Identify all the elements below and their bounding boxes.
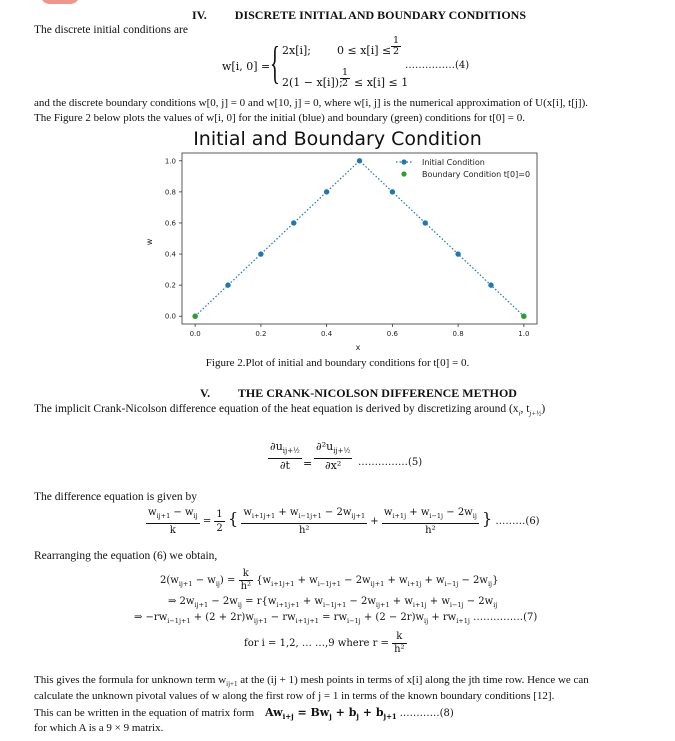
x-tick-label: 0.2 xyxy=(255,330,267,338)
legend-boundary-marker xyxy=(401,171,406,176)
figure-caption: Figure 2.Plot of initial and boundary conditions for t[0] = 0. xyxy=(205,357,470,369)
eq6-term1: $\frac{w_{i+1j+1} + w_{i-1j+1} - 2w_{ij+1}}{\text{h²}}$ xyxy=(243,507,366,536)
initial-condition-point xyxy=(423,220,428,225)
initial-condition-point xyxy=(390,189,395,194)
section-4-title: DISCRETE INITIAL AND BOUNDARY CONDITIONS xyxy=(234,8,526,22)
eq6-term2: $\frac{w_{i+1j} + w_{i-1j} - 2w_{ij}}{\text{h²}}$ xyxy=(383,507,477,536)
initial-condition-point xyxy=(488,282,493,287)
header-decoration xyxy=(40,0,80,4)
y-tick-label: 0.6 xyxy=(164,219,176,228)
eq7-for xyxy=(244,631,407,656)
legend-boundary-label: Boundary Condition t[0]=0 xyxy=(422,170,531,179)
y-tick-label: 0.4 xyxy=(164,250,176,259)
eq5-lhs: $\partial u_{ij+\frac{1}{2}}$ ∂t xyxy=(270,440,300,473)
section-4-number: IV. xyxy=(192,8,207,22)
eq7-tag: ……………(7) xyxy=(473,612,538,623)
eq5-tag: ……………(5) xyxy=(358,457,423,468)
eq7-line3: ⇒ $-rw_{i-1j+1} + (2 + 2r)w_{ij+1} - rw_{i+1j+1} = rw_{i-1j} + (2 - 2r)w_{ij} + rw_{i+1j}$ ……………(7) xyxy=(134,612,538,625)
eq4-half-2 xyxy=(340,68,350,89)
section-5-number: V. xyxy=(200,386,211,400)
crank-nicolson-intro: The implicit Crank-Nicolson difference equation of the heat equation is derived by discretizing around ($x_i$, $t_{j+\frac{1}{2}}$) xyxy=(34,403,546,418)
initial-condition-point xyxy=(357,158,362,163)
cn-intro-tail: ) xyxy=(541,403,546,415)
paragraph-unknown-term: This gives the formula for unknown term $w_{ij+1}$ at the (ij + 1) mesh points in terms of x[i] along the jth time row. Hence we can xyxy=(34,674,589,689)
eq8-tag: …………(8) xyxy=(399,708,454,719)
x-tick-label: 0.8 xyxy=(452,330,464,338)
x-axis-label: x xyxy=(355,343,361,352)
eq6-h2-b: h² xyxy=(425,525,436,536)
eq7-line1: $2(w_{ij+1} - w_{ij})$ = $\frac{k}{\text{h²}}$ $\{w_{i+1j+1} + w_{i-1j+1} - 2w_{ij+1} + w_{i+1j} + w_{i-1j} - 2w_{ij}\}$ xyxy=(160,568,499,592)
eq4-tag: ……………(4) xyxy=(405,60,470,71)
eq4-half-1 xyxy=(391,36,401,57)
eq6-tag: ………(6) xyxy=(495,516,540,527)
legend-initial-label: Initial Condition xyxy=(422,158,485,167)
eq6-lhs-frac: $\frac{w_{ij+1} - w_{ij}}{k}$ xyxy=(148,507,198,536)
y-tick-label: 0.2 xyxy=(164,281,176,290)
eq4-case2-cond: ≤ x[i] ≤ 1 xyxy=(354,76,409,89)
half-num: 1 xyxy=(393,35,400,46)
eq6-half-num: 1 xyxy=(216,509,223,520)
paragraph-matrix-size: for which A is a 9 × 9 matrix. xyxy=(34,722,164,734)
initial-conditions-intro: The discrete initial conditions are xyxy=(34,24,188,36)
half-den: 2 xyxy=(342,78,349,89)
para3-b: at the (ij + 1) mesh points in terms of x[i] along the jth time row. Hence we can xyxy=(237,674,589,686)
x-tick-label: 1.0 xyxy=(518,330,530,338)
eq6-half-den: 2 xyxy=(216,523,223,534)
para5-text: This can be written in the equation of matrix form xyxy=(34,707,255,719)
eq4-brace: { xyxy=(270,37,280,88)
initial-condition-point xyxy=(291,220,296,225)
eq4-lhs: w[i, 0] = xyxy=(222,60,271,73)
eq6-half xyxy=(214,508,224,535)
x-tick-label: 0.6 xyxy=(386,330,398,338)
cn-intro-text: The implicit Crank-Nicolson difference equation of the heat equation is derived by discretizing around (x xyxy=(34,403,519,415)
eq7-for-text: for i = 1,2, … …,9 where r = xyxy=(244,638,389,649)
section-4-heading xyxy=(192,8,526,23)
y-tick-label: 0.0 xyxy=(164,312,176,321)
x-tick-label: 0.0 xyxy=(189,330,201,338)
eq6: $\frac{w_{ij+1} - w_{ij}}{k}$ = $\frac{1}{2}$ { $\frac{w_{i+1j+1} + w_{i-1j+1} - 2w_{ij+1}}{\text{h²}}$ + $\frac{w_{i+1j} + w_{i-1j} - 2w_{ij}}{\text{h²}}$ } ………(6) xyxy=(148,507,540,536)
half-num: 1 xyxy=(342,67,349,78)
boundary-paragraph: and the discrete boundary conditions w[0, j] = 0 and w[10, j] = 0, where w[i, j] is the numerical approximation of U(x[i], t[j]). xyxy=(34,97,589,109)
chart-plot xyxy=(140,150,560,355)
eq5-rhs: $\partial^2u_{ij+\frac{1}{2}}$ ∂x² xyxy=(316,440,351,473)
eq6-h2-a: h² xyxy=(298,525,310,536)
figure-reference-paragraph: The Figure 2 below plots the values of w[i, 0] for the initial (blue) and boundary (green) conditions for t[0] = 0. xyxy=(34,112,525,124)
half-den: 2 xyxy=(393,46,400,57)
paragraph-pivotal: calculate the unknown pivotal values of w along the first row of j = 1 in terms of the known boundary conditions [12]. xyxy=(34,690,555,702)
section-5-title: THE CRANK-NICOLSON DIFFERENCE METHOD xyxy=(237,386,517,400)
boundary-condition-point xyxy=(521,314,526,319)
para3-a: This gives the formula for unknown term w xyxy=(34,674,227,686)
eq7-line2: ⇒ $2w_{ij+1} - 2w_{ij} = r\{w_{i+1j+1} + w_{i-1j+1} - 2w_{ij+1} + w_{i+1j} + w_{i-1j} - 2w_{ij}$ xyxy=(168,596,498,609)
y-tick-label: 1.0 xyxy=(164,157,176,166)
eq5-equals: = xyxy=(303,457,313,470)
eq4-case1-cond: 0 ≤ x[i] ≤ xyxy=(337,44,392,57)
y-axis-label: w xyxy=(145,238,154,246)
chart-title: Initial and Boundary Condition xyxy=(193,128,482,150)
section-5-heading xyxy=(200,386,517,401)
x-tick-label: 0.4 xyxy=(321,330,333,338)
initial-condition-point xyxy=(324,189,329,194)
initial-condition-point xyxy=(258,251,263,256)
eq4-case1: 2x[i]; xyxy=(282,44,312,57)
eq5-rhs-den: ∂x² xyxy=(324,459,342,473)
eq7-r-num: k xyxy=(392,631,406,644)
initial-condition-point xyxy=(225,282,230,287)
difference-intro: The difference equation is given by xyxy=(34,491,197,503)
eq6-k: k xyxy=(169,525,176,536)
paragraph-matrix-form: This can be written in the equation of matrix form $Aw_{i+j} = Bw_j + b_j + b_{j+1}$ …………(8) xyxy=(34,706,454,722)
eq5-lhs-num: ∂u xyxy=(270,440,283,453)
legend-initial-marker xyxy=(401,159,406,164)
initial-condition-point xyxy=(455,251,460,256)
eq4-case2: 2(1 − x[i]); xyxy=(282,76,343,89)
y-tick-label: 0.8 xyxy=(164,188,176,197)
eq5-lhs-den: ∂t xyxy=(279,459,290,473)
eq7-r-den: h² xyxy=(394,644,405,655)
eq5-rhs-num: ∂²u xyxy=(316,440,334,453)
rearrange-text: Rearranging the equation (6) we obtain, xyxy=(34,550,218,562)
boundary-condition-point xyxy=(192,314,197,319)
